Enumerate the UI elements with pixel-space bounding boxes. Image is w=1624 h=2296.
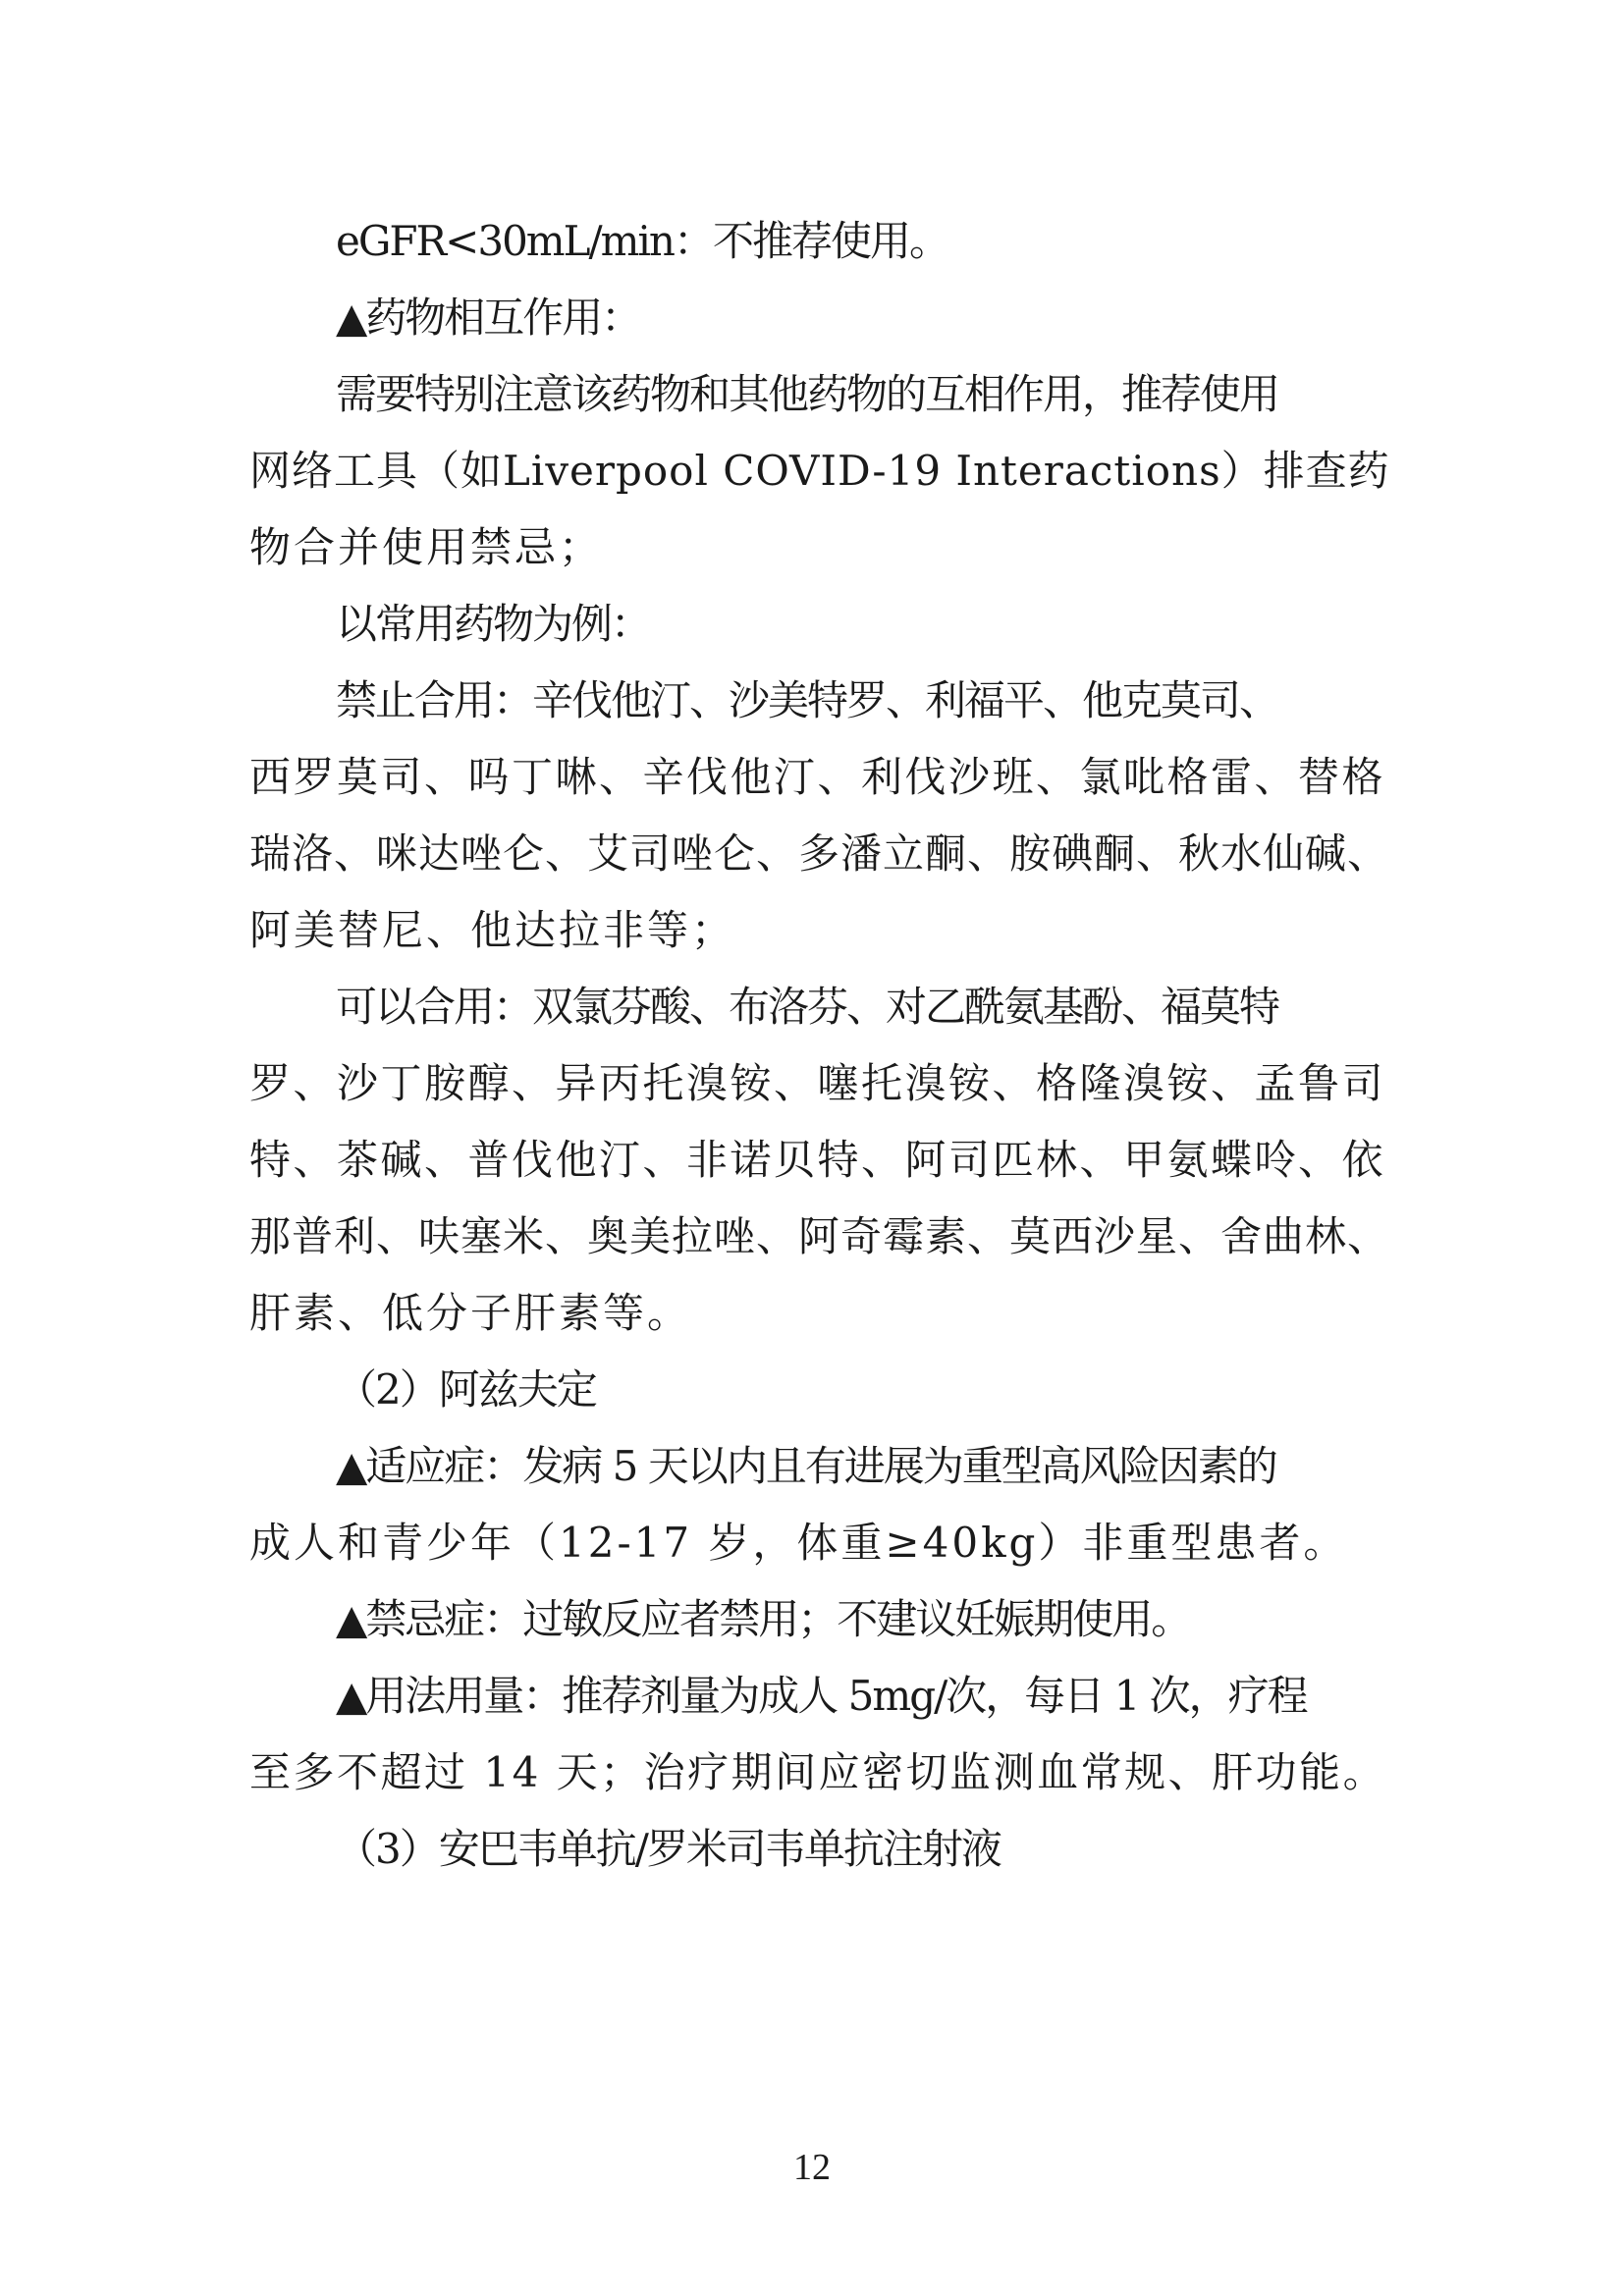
text-line: eGFR<30mL/min：不推荐使用。 (336, 217, 948, 265)
text-line: 可以合用：双氯芬酸、布洛芬、对乙酰氨基酚、福莫特 (336, 983, 1279, 1031)
text-line: 网络工具（如Liverpool COVID-19 Interactions）排查药 (249, 447, 1390, 495)
text-line: 瑞洛、咪达唑仑、艾司唑仑、多潘立酮、胺碘酮、秋水仙碱、 (249, 829, 1390, 878)
text-line: 西罗莫司、吗丁啉、辛伐他汀、利伐沙班、氯吡格雷、替格 (249, 753, 1386, 801)
text-line: 成人和青少年（12-17 岁，体重≥40kg）非重型患者。 (249, 1519, 1348, 1567)
page-number: 12 (793, 2147, 831, 2188)
text-line: 至多不超过 14 天；治疗期间应密切监测血常规、肝功能。 (249, 1748, 1387, 1796)
text-line: 阿美替尼、他达拉非等； (249, 906, 736, 954)
text-line: 物合并使用禁忌； (249, 523, 604, 571)
text-line: 特、茶碱、普伐他汀、非诺贝特、阿司匹林、甲氨蝶呤、依 (249, 1136, 1386, 1184)
text-line: ▲药物相互作用： (336, 294, 641, 342)
text-line: 以常用药物为例： (336, 600, 651, 648)
text-line: 肝素、低分子肝素等。 (249, 1289, 692, 1337)
section-heading: （3）安巴韦单抗/罗米司韦单抗注射液 (336, 1825, 1001, 1873)
text-line: ▲适应症：发病 5 天以内且有进展为重型高风险因素的 (336, 1442, 1276, 1490)
text-line: 需要特别注意该药物和其他药物的互相作用，推荐使用 (336, 370, 1279, 418)
text-line: 那普利、呋塞米、奥美拉唑、阿奇霉素、莫西沙星、舍曲林、 (249, 1212, 1390, 1260)
text-line: ▲禁忌症：过敏反应者禁用；不建议妊娠期使用。 (336, 1595, 1191, 1643)
section-heading: （2）阿兹夫定 (336, 1365, 596, 1414)
text-line: 罗、沙丁胺醇、异丙托溴铵、噻托溴铵、格隆溴铵、孟鲁司 (249, 1059, 1386, 1107)
text-line: ▲用法用量：推荐剂量为成人 5mg/次，每日 1 次，疗程 (336, 1672, 1307, 1720)
text-line: 禁止合用：辛伐他汀、沙美特罗、利福平、他克莫司、 (336, 676, 1279, 724)
